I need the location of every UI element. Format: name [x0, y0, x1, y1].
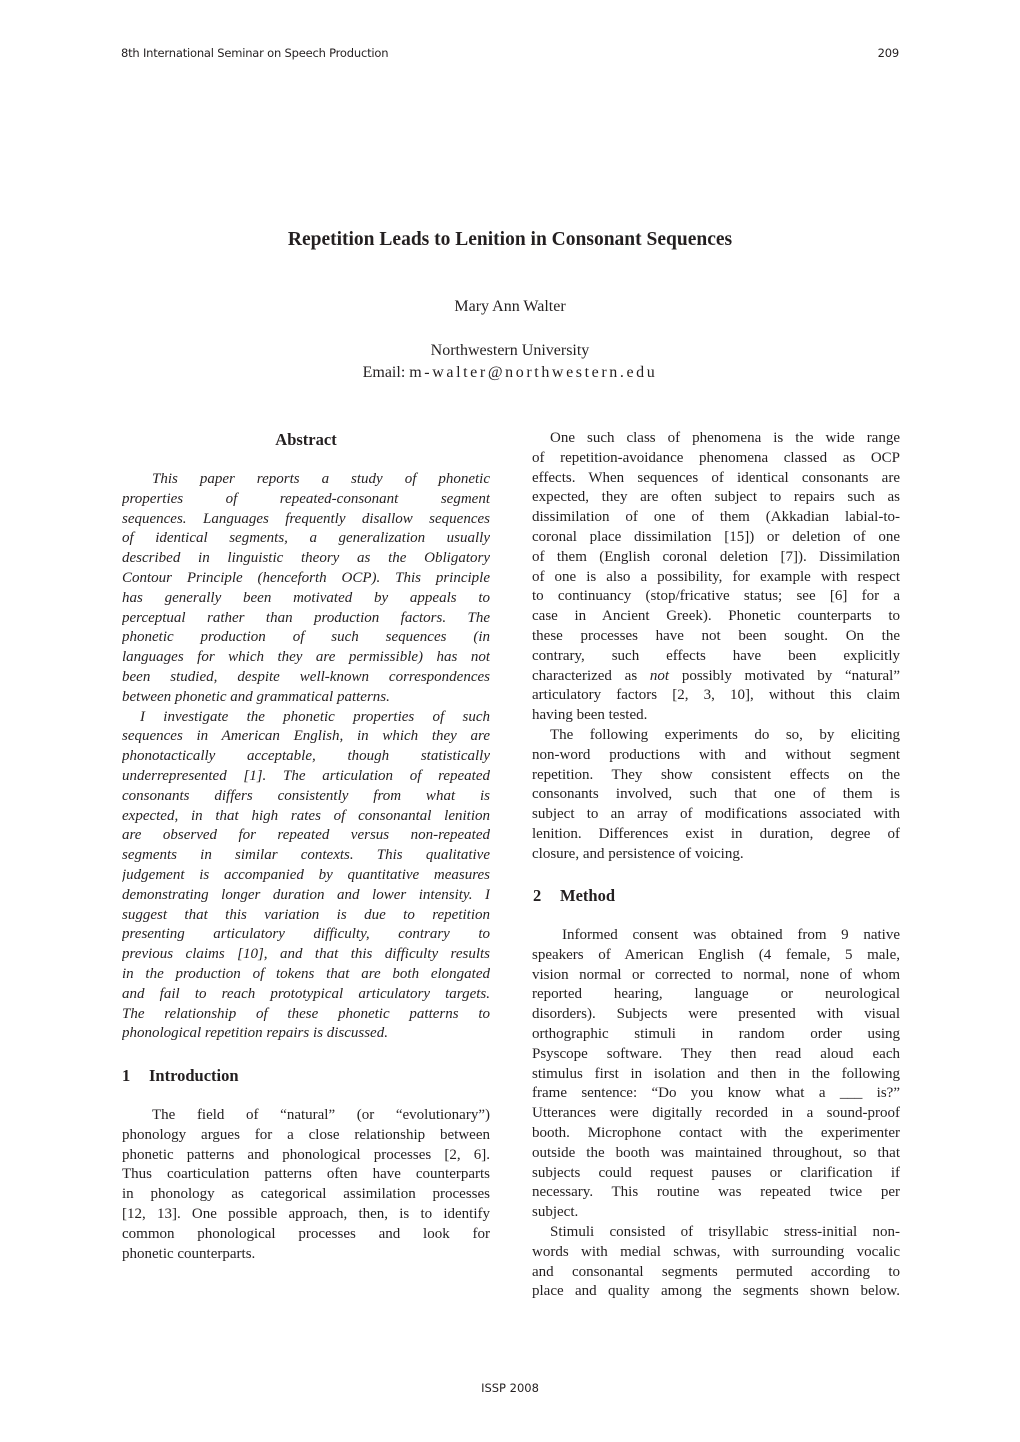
text-line: [12, 13]. One possible approach, then, is to identify [122, 1205, 490, 1222]
text-line: The field of “natural” (or “evolutionary”) [152, 1107, 490, 1123]
text-line: segments in similar contexts. This qualitative [122, 847, 490, 864]
text-line: coronal place dissimilation [15]) or deletion of one [532, 528, 900, 545]
text-line: One such class of phenomena is the wide range [550, 430, 900, 446]
text-line: Informed consent was obtained from 9 native [562, 927, 900, 943]
author-name: Mary Ann Walter [454, 298, 566, 315]
text-line: place and quality among the segments shown below. [532, 1283, 900, 1300]
text-line: subjects could request pauses or clarification if [532, 1164, 900, 1181]
text-line: suggest that this variation is due to repetition [122, 906, 490, 923]
text-line: consonants differs consistently from what is [122, 787, 490, 804]
text-line: languages for which they are permissible) has not [122, 649, 490, 666]
text-line: presenting articulatory difficulty, contrary to [122, 926, 490, 943]
text-line: words with medial schwas, with surrounding vocalic [532, 1243, 900, 1260]
text-line: to continuancy (stop/fricative status; see [6] for a [532, 588, 900, 605]
section-heading-method [533, 886, 615, 906]
abstract-heading: Abstract [275, 430, 337, 449]
affiliation: Northwestern University [430, 342, 590, 359]
introduction-paragraph-2 [532, 429, 900, 726]
introduction-paragraph-1 [122, 1106, 490, 1264]
conference-name: 8th International Seminar on Speech Production [121, 46, 389, 60]
section-number: 2 [533, 886, 542, 905]
text-line: This paper reports a study of phonetic [152, 471, 490, 487]
text-line: phonological repetition repairs is discussed. [122, 1025, 388, 1042]
text-line: The following experiments do so, by eliciting [550, 726, 900, 743]
text-line: are observed for repeated versus non-repeated [122, 827, 490, 844]
text-line: of them (English coronal deletion [7]). Dissimilation [532, 548, 900, 565]
author-email [0, 364, 1020, 382]
text-line: these processes have not been sought. On the [532, 627, 900, 644]
text-line: phonotactically acceptable, though statistically [122, 748, 490, 765]
text-line: vision normal or corrected to normal, none of whom [532, 966, 900, 983]
text-line: common phonological processes and look for [122, 1225, 490, 1242]
section-heading-introduction [122, 1066, 239, 1086]
emphasis-not: not [649, 667, 670, 684]
text-line: stimulus first in isolation and then in the following [532, 1065, 900, 1082]
text-line: contrary, such effects have been explicitly [532, 647, 900, 664]
text-line: case in Ancient Greek). Phonetic counterparts to [532, 608, 900, 625]
text-line: expected, they are often subject to repairs such as [532, 489, 900, 506]
email-address[interactable]: m-walter@northwestern.edu [409, 364, 658, 381]
text-line: booth. Microphone contact with the experimenter [532, 1124, 900, 1141]
text-line: non-word productions with and without segment [532, 746, 900, 763]
text-line: has generally been motivated by appeals to [122, 589, 490, 606]
text-line: in phonology as categorical assimilation processes [122, 1186, 490, 1203]
text-line: perceptual rather than production factors. The [122, 609, 490, 626]
section-number: 1 [122, 1066, 131, 1085]
text-line: consonants involved, such that one of them is [532, 786, 900, 803]
text-line: speakers of American English (4 female, 5 male, [532, 946, 900, 963]
section-title: Method [560, 886, 615, 905]
text-line: judgement is accompanied by quantitative measures [122, 866, 490, 883]
text-line: outside the booth was maintained throughout, so that [532, 1144, 900, 1161]
text-line: articulatory factors [2, 3, 10], without this claim [532, 687, 900, 704]
text-run: characterized as [532, 667, 650, 684]
text-line: sequences. Languages frequently disallow sequences [122, 510, 490, 527]
text-line: effects. When sequences of identical consonants are [532, 469, 900, 486]
introduction-continued [532, 429, 900, 865]
text-line: phonetic counterparts. [122, 1245, 256, 1262]
text-line: phonetic patterns and phonological processes [2, 6]. [122, 1146, 490, 1163]
text-line: of repetition-avoidance phenomena classed as OCP [532, 449, 900, 466]
text-line: properties of repeated-consonant segment [122, 490, 490, 507]
text-line: been studied, despite well-known correspondences [122, 668, 490, 685]
text-line: I investigate the phonetic properties of such [140, 708, 490, 725]
text-line: phonology argues for a close relationship between [122, 1126, 490, 1143]
text-line: described in linguistic theory as the Obligatory [122, 550, 490, 567]
text-line: between phonetic and grammatical patterns. [122, 688, 390, 705]
paper-title: Repetition Leads to Lenition in Consonant Sequences [287, 229, 733, 250]
text-line: orthographic stimuli in random order using [532, 1025, 900, 1042]
text-line: Contour Principle (henceforth OCP). This principle [122, 569, 490, 586]
text-line: Thus coarticulation patterns often have counterparts [122, 1166, 490, 1183]
text-line: in the production of tokens that are both elongated [122, 965, 490, 982]
text-line-with-emphasis [532, 667, 900, 687]
method-body [532, 926, 900, 1302]
text-line: and consonantal segments permuted according to [532, 1263, 900, 1280]
method-paragraph-2 [532, 1223, 900, 1302]
method-paragraph-1 [532, 926, 900, 1223]
text-line: Utterances were digitally recorded in a sound-proof [532, 1105, 900, 1122]
abstract-paragraph-1 [122, 470, 490, 708]
text-line: phonetic production of such sequences (in [122, 629, 490, 646]
abstract-body [122, 470, 490, 1044]
text-line: underrepresented [1]. The articulation of repeated [122, 767, 490, 784]
text-line: reported hearing, language or neurological [532, 986, 900, 1003]
section-title: Introduction [149, 1066, 239, 1085]
page-footer: ISSP 2008 [481, 1381, 539, 1395]
text-line: necessary. This routine was repeated twice per [532, 1184, 900, 1201]
text-line: subject. [532, 1204, 579, 1221]
text-line: of one is also a possibility, for example with respect [532, 568, 900, 585]
text-line: previous claims [10], and that this difficulty results [122, 946, 490, 963]
text-line: sequences in American English, in which they are [122, 728, 490, 745]
text-line: having been tested. [532, 707, 648, 724]
text-line: of identical segments, a generalization usually [122, 530, 490, 547]
text-line: subject to an array of modifications associated with [532, 806, 900, 823]
text-line: Stimuli consisted of trisyllabic stress-initial non- [550, 1223, 900, 1240]
abstract-paragraph-2 [122, 708, 490, 1045]
text-line: and fail to reach prototypical articulatory targets. [122, 985, 490, 1002]
text-line: repetition. They show consistent effects on the [532, 766, 900, 783]
email-label: Email: [362, 364, 410, 381]
text-line: expected, in that high rates of consonantal lenition [122, 807, 490, 824]
running-head [121, 46, 899, 60]
introduction-paragraph-3 [532, 726, 900, 865]
text-line: dissimilation of one of them (Akkadian labial-to- [532, 509, 900, 526]
text-line: demonstrating longer duration and lower intensity. I [122, 886, 490, 903]
text-line: lenition. Differences exist in duration, degree of [532, 825, 900, 842]
text-run: possibly motivated by “natural” [669, 667, 900, 684]
text-line: Psyscope software. They then read aloud each [532, 1045, 900, 1062]
text-line: closure, and persistence of voicing. [532, 845, 744, 862]
text-line: The relationship of these phonetic patterns to [122, 1005, 490, 1022]
page-number: 209 [877, 46, 899, 60]
text-line: frame sentence: “Do you know what a ___ is?” [532, 1085, 900, 1102]
text-line: disorders). Subjects were presented with visual [532, 1006, 900, 1023]
